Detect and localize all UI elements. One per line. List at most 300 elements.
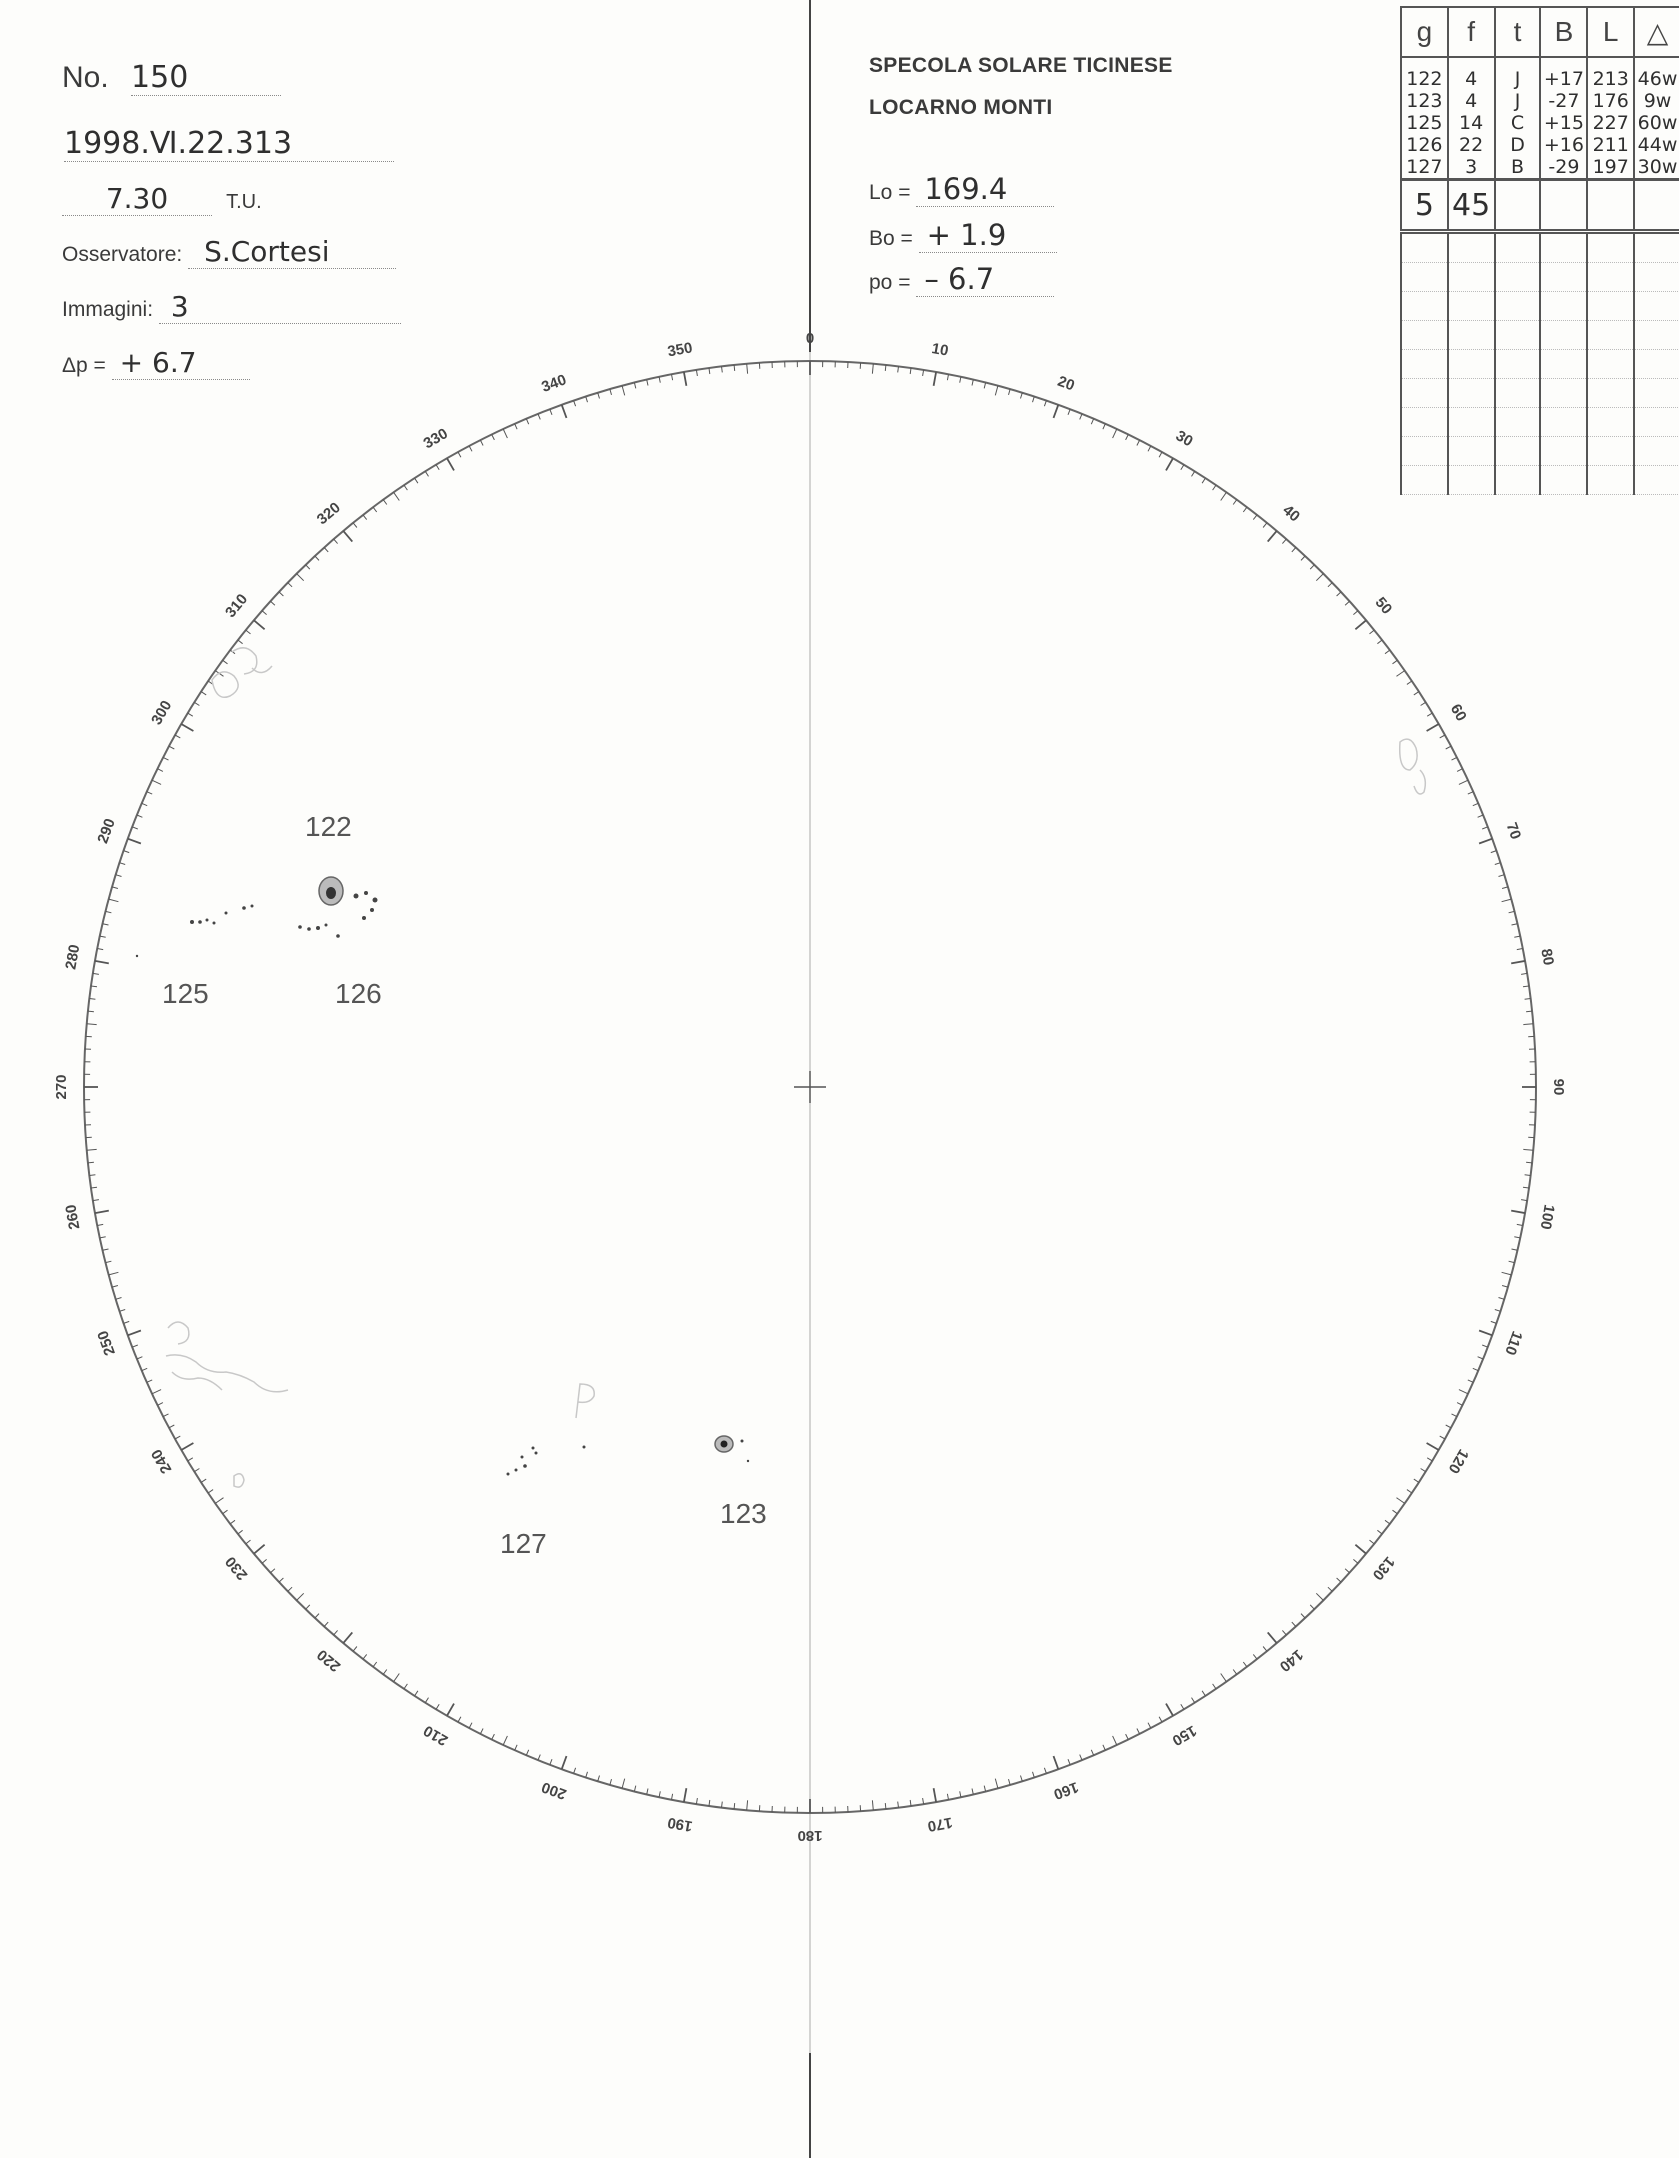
- cell-f: 22: [1448, 134, 1495, 156]
- umbra: [326, 887, 336, 899]
- scale-tick: [1253, 1654, 1257, 1659]
- scale-tick: [271, 1569, 275, 1573]
- scale-tick: [480, 440, 483, 445]
- scale-tick: [515, 424, 517, 429]
- scale-tick: [1502, 1286, 1508, 1288]
- scale-tick: [1452, 757, 1457, 760]
- sunspot-group-127: [507, 1446, 586, 1476]
- scale-tick: [1459, 1390, 1468, 1394]
- scale-tick: [394, 1674, 400, 1682]
- scale-tick: [288, 1587, 292, 1591]
- scale-tick: [315, 556, 319, 560]
- param-lo-value: 169.4: [916, 172, 1054, 207]
- scale-tick: [120, 1310, 126, 1312]
- scale-tick: [188, 1458, 193, 1461]
- scale-tick: [436, 465, 439, 470]
- scale-tick: [288, 583, 292, 587]
- spot: [354, 894, 359, 899]
- scale-tick: [995, 1779, 998, 1789]
- scale-tick: [103, 1249, 109, 1250]
- scale-tick: [1427, 1458, 1432, 1461]
- scale-tick: [1421, 1469, 1426, 1472]
- scale-tick: [538, 414, 540, 420]
- scale-tick: [972, 1789, 973, 1795]
- scale-tick: [1310, 565, 1314, 569]
- scale-tick: [447, 458, 454, 470]
- scale-tick: [1337, 1578, 1341, 1582]
- scale-label: 330: [420, 425, 451, 453]
- scale-tick: [1526, 1011, 1532, 1012]
- faculae-sketches: [166, 648, 1425, 1487]
- group-label-127: 127: [500, 1528, 547, 1559]
- scale-tick: [137, 1357, 143, 1359]
- group-label-125: 125: [162, 978, 209, 1009]
- scale-tick: [152, 1390, 161, 1394]
- scale-tick: [425, 1698, 428, 1703]
- scale-tick: [363, 515, 367, 520]
- scale-tick: [1482, 1345, 1488, 1347]
- spot: [336, 934, 340, 938]
- scale-tick: [1457, 769, 1462, 772]
- scale-tick: [246, 1540, 251, 1544]
- sunspot-group-122: [319, 877, 343, 905]
- cell-l: 227: [1587, 112, 1634, 134]
- facula: [1414, 770, 1425, 794]
- scale-tick: [1502, 887, 1508, 889]
- scale-tick: [1148, 446, 1151, 451]
- spot: [747, 1460, 749, 1462]
- cell-b: +16: [1540, 134, 1587, 156]
- scale-tick: [1514, 936, 1520, 937]
- scale-tick: [230, 1520, 235, 1524]
- group-label-126: 126: [335, 978, 382, 1009]
- scale-tick: [1091, 1750, 1093, 1756]
- scale-tick: [934, 372, 937, 386]
- sunspot-group-123: [715, 1436, 749, 1462]
- scale-tick: [684, 372, 687, 386]
- scale-tick: [1385, 650, 1390, 654]
- scale-tick: [622, 386, 625, 396]
- scale-tick: [1221, 1674, 1227, 1682]
- images-value: 3: [159, 290, 401, 324]
- observer-value: S.Cortesi: [188, 235, 396, 269]
- scale-tick: [1514, 1237, 1520, 1238]
- scale-tick: [1148, 1723, 1151, 1728]
- cell-f: 14: [1448, 112, 1495, 134]
- scale-tick: [238, 1530, 243, 1534]
- scale-tick: [175, 1436, 180, 1439]
- scale-tick: [1268, 531, 1277, 542]
- scale-tick: [1316, 1593, 1323, 1600]
- cell-l: 197: [1587, 156, 1634, 180]
- cell-b: -29: [1540, 156, 1587, 180]
- scale-tick: [1495, 1310, 1501, 1312]
- institution-location: LOCARNO MONTI: [869, 96, 1053, 119]
- scale-tick: [181, 1443, 193, 1450]
- scale-tick: [194, 1469, 199, 1472]
- scale-tick: [1103, 424, 1105, 429]
- cell-t: J: [1495, 57, 1541, 90]
- scale-tick: [709, 368, 710, 374]
- scale-tick: [1495, 863, 1501, 865]
- scale-tick: [91, 1187, 97, 1188]
- scale-tick: [1243, 507, 1247, 512]
- scale-label: 120: [1444, 1446, 1472, 1477]
- scale-tick: [647, 380, 648, 386]
- scale-tick: [88, 1011, 94, 1012]
- scale-tick: [1393, 660, 1398, 664]
- observation-date: 1998.Ⅵ.22.313: [64, 126, 394, 162]
- cell-g: 123: [1401, 90, 1448, 112]
- scale-label: 200: [539, 1778, 569, 1803]
- scale-tick: [1509, 911, 1515, 912]
- scale-tick: [1213, 485, 1216, 490]
- scale-tick: [550, 1759, 552, 1765]
- scale-tick: [1511, 961, 1525, 964]
- scale-tick: [1166, 1704, 1173, 1716]
- sunspot-group-125: [136, 905, 254, 958]
- scale-tick: [128, 839, 141, 844]
- scale-tick: [503, 429, 507, 438]
- scale-tick: [383, 1670, 387, 1675]
- scale-tick: [1377, 1530, 1382, 1534]
- scale-tick: [1479, 839, 1492, 844]
- record-number-label: No.: [62, 61, 109, 94]
- scale-tick: [659, 377, 660, 383]
- scale-label: 190: [666, 1813, 694, 1835]
- scale-tick: [586, 397, 588, 403]
- scale-tick: [97, 1224, 103, 1225]
- scale-label: 170: [926, 1813, 954, 1835]
- param-bo-label: Bo =: [869, 227, 913, 250]
- scale-label: 70: [1502, 820, 1525, 842]
- scale-tick: [503, 1736, 507, 1745]
- scale-tick: [373, 1662, 377, 1667]
- scale-tick: [137, 815, 143, 817]
- scale-tick: [1080, 1755, 1082, 1761]
- scale-tick: [201, 692, 206, 695]
- cell-t: J: [1495, 90, 1541, 112]
- scale-tick: [1517, 1224, 1523, 1225]
- scale-tick: [1473, 1368, 1479, 1370]
- scale-tick: [598, 1776, 600, 1782]
- scale-tick: [147, 1380, 152, 1382]
- scale-tick: [120, 863, 126, 865]
- scale-tick: [1517, 949, 1523, 950]
- cell-t: D: [1495, 134, 1541, 156]
- scale-label: 10: [930, 340, 950, 360]
- table-header-g: g: [1401, 7, 1448, 57]
- scale-tick: [1243, 1662, 1247, 1667]
- scale-tick: [1397, 671, 1405, 677]
- scale-tick: [100, 936, 106, 937]
- scale-tick: [1491, 1321, 1497, 1323]
- scale-tick: [1523, 1187, 1529, 1188]
- scale-tick: [1113, 1736, 1117, 1745]
- group-label-123: 123: [720, 1498, 767, 1529]
- scale-tick: [934, 1788, 937, 1802]
- scale-label: 60: [1446, 701, 1470, 725]
- facula: [232, 648, 257, 674]
- scale-tick: [672, 1794, 673, 1800]
- scale-tick: [1202, 1691, 1205, 1696]
- scale-tick: [1192, 1698, 1195, 1703]
- scale-tick: [1345, 601, 1349, 605]
- scale-tick: [960, 1791, 961, 1797]
- scale-tick: [1009, 389, 1011, 395]
- scale-tick: [163, 757, 168, 760]
- scale-tick: [363, 1654, 367, 1659]
- scale-tick: [734, 365, 735, 371]
- total-spots: 45: [1448, 180, 1495, 232]
- scale-tick: [181, 724, 193, 731]
- scale-label: 0: [805, 329, 815, 347]
- scale-label: 160: [1051, 1778, 1081, 1803]
- scale-tick: [262, 1559, 267, 1563]
- scale-tick: [238, 640, 243, 644]
- scale-tick: [1337, 592, 1341, 596]
- time-unit: T.U.: [226, 191, 262, 213]
- cell-f: 4: [1448, 90, 1495, 112]
- scale-tick: [95, 1211, 109, 1214]
- scale-tick: [872, 364, 873, 374]
- scale-tick: [1166, 458, 1173, 470]
- scale-tick: [1377, 640, 1382, 644]
- scale-label: 90: [1550, 1078, 1568, 1096]
- scale-tick: [480, 1729, 483, 1734]
- scale-tick: [672, 374, 673, 380]
- scale-tick: [1512, 924, 1518, 925]
- scale-tick: [1068, 1759, 1070, 1765]
- scale-tick: [1502, 1272, 1512, 1275]
- scale-tick: [1282, 1630, 1286, 1635]
- scale-label: 270: [52, 1074, 70, 1100]
- scale-label: 110: [1501, 1328, 1526, 1358]
- scale-tick: [1253, 515, 1257, 520]
- delta-p-label: Δp =: [62, 354, 106, 377]
- scale-label: 210: [420, 1721, 451, 1749]
- scale-tick: [262, 611, 267, 615]
- institution-name: SPECOLA SOLARE TICINESE: [869, 54, 1173, 77]
- scale-tick: [324, 548, 328, 552]
- scale-tick: [1103, 1745, 1105, 1750]
- scale-tick: [562, 1756, 567, 1769]
- scale-tick: [1282, 539, 1286, 544]
- param-po-label: po =: [869, 271, 911, 294]
- spot: [507, 1473, 510, 1476]
- cell-g: 126: [1401, 134, 1448, 156]
- scale-tick: [1414, 692, 1419, 695]
- scale-label: 300: [148, 697, 176, 728]
- spot: [364, 891, 368, 895]
- scale-tick: [158, 1403, 163, 1406]
- table-header-f: f: [1448, 7, 1495, 57]
- facula: [212, 672, 238, 697]
- scale-tick: [95, 961, 109, 964]
- scale-tick: [175, 735, 180, 738]
- scale-tick: [1181, 465, 1184, 470]
- cell-delta: 46w: [1634, 57, 1679, 90]
- cell-f: 3: [1448, 156, 1495, 180]
- scale-tick: [415, 1691, 418, 1696]
- scale-label: 40: [1279, 501, 1303, 526]
- scale-tick: [353, 1647, 357, 1652]
- scale-tick: [1370, 630, 1375, 634]
- scale-tick: [158, 769, 163, 772]
- scale-tick: [353, 523, 357, 528]
- cell-g: 125: [1401, 112, 1448, 134]
- scale-tick: [1054, 405, 1059, 418]
- scale-tick: [1427, 713, 1432, 716]
- scale-tick: [334, 539, 338, 544]
- scale-tick: [1009, 1779, 1011, 1785]
- scale-tick: [1033, 1772, 1035, 1778]
- scale-tick: [306, 565, 310, 569]
- scale-tick: [709, 1800, 710, 1806]
- scale-tick: [1478, 1357, 1484, 1359]
- scale-tick: [142, 803, 148, 805]
- scale-tick: [254, 1545, 265, 1554]
- scale-tick: [383, 500, 387, 505]
- scale-tick: [194, 702, 199, 705]
- scale-label: 80: [1537, 947, 1557, 967]
- scale-tick: [169, 1425, 174, 1428]
- scale-tick: [1126, 435, 1129, 440]
- scale-tick: [1033, 397, 1035, 403]
- facula: [168, 1322, 189, 1344]
- scale-tick: [297, 574, 304, 581]
- scale-tick: [1457, 1403, 1462, 1406]
- facula: [166, 1355, 288, 1392]
- scale-tick: [1113, 429, 1117, 438]
- scale-label: 140: [1276, 1645, 1307, 1675]
- spot: [532, 1447, 535, 1450]
- scale-tick: [1370, 1540, 1375, 1544]
- scale-tick: [88, 1162, 94, 1163]
- scale-tick: [747, 364, 748, 374]
- scale-label: 180: [797, 1827, 823, 1845]
- scale-label: 280: [62, 943, 84, 971]
- scale-tick: [1523, 986, 1529, 987]
- spot: [535, 1452, 538, 1455]
- spot: [523, 1464, 527, 1468]
- scale-label: 260: [62, 1203, 84, 1231]
- scale-tick: [1316, 574, 1323, 581]
- scale-tick: [106, 911, 112, 912]
- scale-tick: [1068, 409, 1070, 415]
- scale-tick: [1054, 1756, 1059, 1769]
- scale-tick: [1353, 1559, 1358, 1563]
- scale-tick: [1021, 1776, 1023, 1782]
- facula: [1400, 739, 1417, 770]
- cell-t: C: [1495, 112, 1541, 134]
- param-po-value: – 6.7: [916, 262, 1054, 297]
- scale-tick: [1292, 548, 1296, 552]
- scale-tick: [1044, 1768, 1046, 1774]
- scale-tick: [1473, 803, 1479, 805]
- scale-tick: [947, 1794, 948, 1800]
- spot: [521, 1456, 524, 1459]
- scale-tick: [885, 365, 886, 371]
- spot: [307, 927, 311, 931]
- scale-tick: [622, 1779, 625, 1789]
- scale-tick: [106, 1261, 112, 1262]
- scale-tick: [109, 1272, 119, 1275]
- scale-tick: [684, 1788, 687, 1802]
- facula: [576, 1384, 594, 1418]
- scale-tick: [1268, 1632, 1277, 1643]
- scale-tick: [1421, 702, 1426, 705]
- scale-label: 100: [1536, 1203, 1558, 1231]
- scale-tick: [91, 986, 97, 987]
- scale-tick: [128, 1331, 141, 1336]
- scale-tick: [1502, 899, 1512, 902]
- spot: [206, 919, 209, 922]
- scale-tick: [1091, 419, 1093, 425]
- scale-tick: [1523, 1149, 1533, 1150]
- scale-tick: [562, 405, 567, 418]
- scale-tick: [1301, 1614, 1305, 1618]
- scale-tick: [610, 1779, 612, 1785]
- scale-tick: [246, 630, 251, 634]
- scale-tick: [324, 1622, 328, 1626]
- scale-tick: [87, 1024, 97, 1025]
- scale-tick: [1385, 1520, 1390, 1524]
- cell-b: +15: [1540, 112, 1587, 134]
- table-header-b: B: [1540, 7, 1587, 57]
- scale-tick: [1509, 1261, 1515, 1262]
- scale-tick: [1328, 583, 1332, 587]
- scale-label: 50: [1371, 594, 1396, 618]
- record-number-value: 150: [131, 60, 281, 96]
- spot: [316, 926, 320, 930]
- scale-tick: [659, 1791, 660, 1797]
- cell-b: +17: [1540, 57, 1587, 90]
- scale-tick: [469, 1723, 472, 1728]
- scale-tick: [747, 1800, 748, 1810]
- scale-tick: [1355, 620, 1366, 629]
- scale-tick: [1181, 1704, 1184, 1709]
- scale-tick: [343, 1632, 352, 1643]
- spot: [325, 924, 328, 927]
- group-label-122: 122: [305, 811, 352, 842]
- scale-tick: [1446, 1425, 1451, 1428]
- scale-tick: [1233, 1670, 1237, 1675]
- scale-tick: [208, 1490, 213, 1493]
- scale-tick: [995, 386, 998, 396]
- scale-tick: [1221, 492, 1227, 500]
- spot: [213, 922, 216, 925]
- scale-tick: [169, 746, 174, 749]
- scale-tick: [343, 531, 352, 542]
- cell-g: 127: [1401, 156, 1448, 180]
- spot: [198, 920, 202, 924]
- scale-tick: [469, 446, 472, 451]
- scale-tick: [872, 1800, 873, 1810]
- scale-tick: [1499, 875, 1505, 877]
- spot: [251, 905, 254, 908]
- scale-tick: [201, 1479, 206, 1482]
- scale-tick: [1137, 1729, 1140, 1734]
- umbra: [721, 1441, 728, 1448]
- group-labels: [162, 811, 767, 1559]
- scale-tick: [1192, 471, 1195, 476]
- param-lo-label: Lo =: [869, 181, 911, 204]
- scale-label: 230: [222, 1553, 252, 1584]
- spot: [298, 925, 302, 929]
- scale-tick: [297, 1593, 304, 1600]
- scale-label: 220: [313, 1645, 344, 1675]
